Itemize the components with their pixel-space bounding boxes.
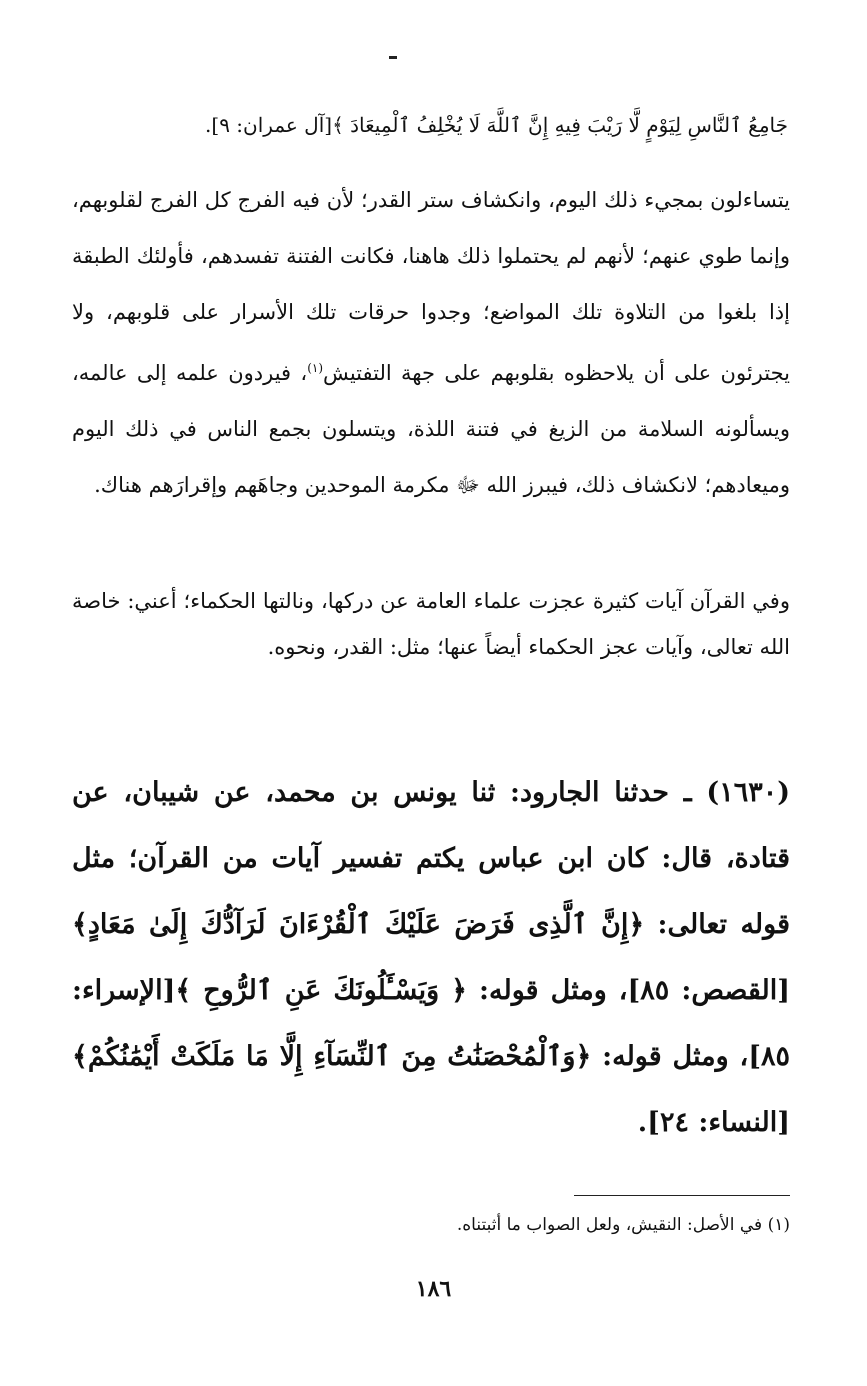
verse-text: جَامِعُ ٱلنَّاسِ لِيَوْمٍ لَّا رَيْبَ فِيهِ إِنَّ ٱللَّهَ لَا يُخْلِفُ ٱلْمِيعَادَ ﴾[آل عمران: ٩]. xyxy=(205,113,788,137)
quran-verse-line xyxy=(70,108,788,142)
footnote-reference: (١) xyxy=(307,361,324,375)
top-mark xyxy=(389,56,397,59)
page-number: ١٨٦ xyxy=(415,1276,452,1302)
footnote-text: (١) في الأصل: النقيش، ولعل الصواب ما أثبتناه. xyxy=(456,1215,790,1235)
footnote-divider xyxy=(574,1195,790,1196)
hadith-text: (١٦٣٠) ـ حدثنا الجارود: ثنا يونس بن محمد، عن شيبان، عن قتادة، قال: كان ابن عباس يكتم تفسير آيات من القرآن؛ مثل قوله تعالى: ﴿إِنَّ ٱلَّذِى فَرَضَ عَلَيْكَ ٱلْقُرْءَانَ لَرَآدُّكَ إِلَىٰ مَعَادٍ﴾[القصص: ٨٥]، ومثل قوله: ﴿ وَيَسْـَٔلُونَكَ عَنِ ٱلرُّوحِ ﴾[الإسراء: ٨٥]، ومثل قوله: ﴿وَٱلْمُحْصَنَٰتُ مِنَ ٱلنِّسَآءِ إِلَّا مَا مَلَكَتْ أَيْمَٰنُكُمْ﴾[النساء: ٢٤]. xyxy=(72,777,790,1138)
footnote xyxy=(72,1210,790,1240)
paragraph-2-text: وفي القرآن آيات كثيرة عجزت علماء العامة عن دركها، ونالتها الحكماء؛ أعني: خاصة الله تعالى، وآيات عجز الحكماء أيضاً عنها؛ مثل: القدر، ونحوه. xyxy=(72,589,790,659)
paragraph-2 xyxy=(72,578,790,670)
paragraph-1-continuation: ، فيردون علمه إلى عالمه، ويسألونه السلامة من الزيغ في فتنة اللذة، ويتسلون بجمع الناس في ذلك اليوم وميعادهم؛ لانكشاف ذلك، فيبرز الله ﷻ مكرمة الموحدين وجاهَهم وإقرارَهم هناك. xyxy=(72,361,790,497)
paragraph-1-text: يتساءلون بمجيء ذلك اليوم، وانكشاف ستر القدر؛ لأن فيه الفرج كل الفرج لقلوبهم، وإنما طوي عنهم؛ لأنهم لم يحتملوا ذلك هاهنا، فكانت الفتنة تفسدهم، فأولئك الطبقة إذا بلغوا من التلاوة تلك المواضع؛ وجدوا حرقات تلك الأسرار على قلوبهم، ولا يجترئون على أن يلاحظوه بقلوبهم على جهة التفتيش xyxy=(72,188,790,385)
hadith-block xyxy=(72,760,790,1156)
paragraph-1 xyxy=(72,172,790,513)
